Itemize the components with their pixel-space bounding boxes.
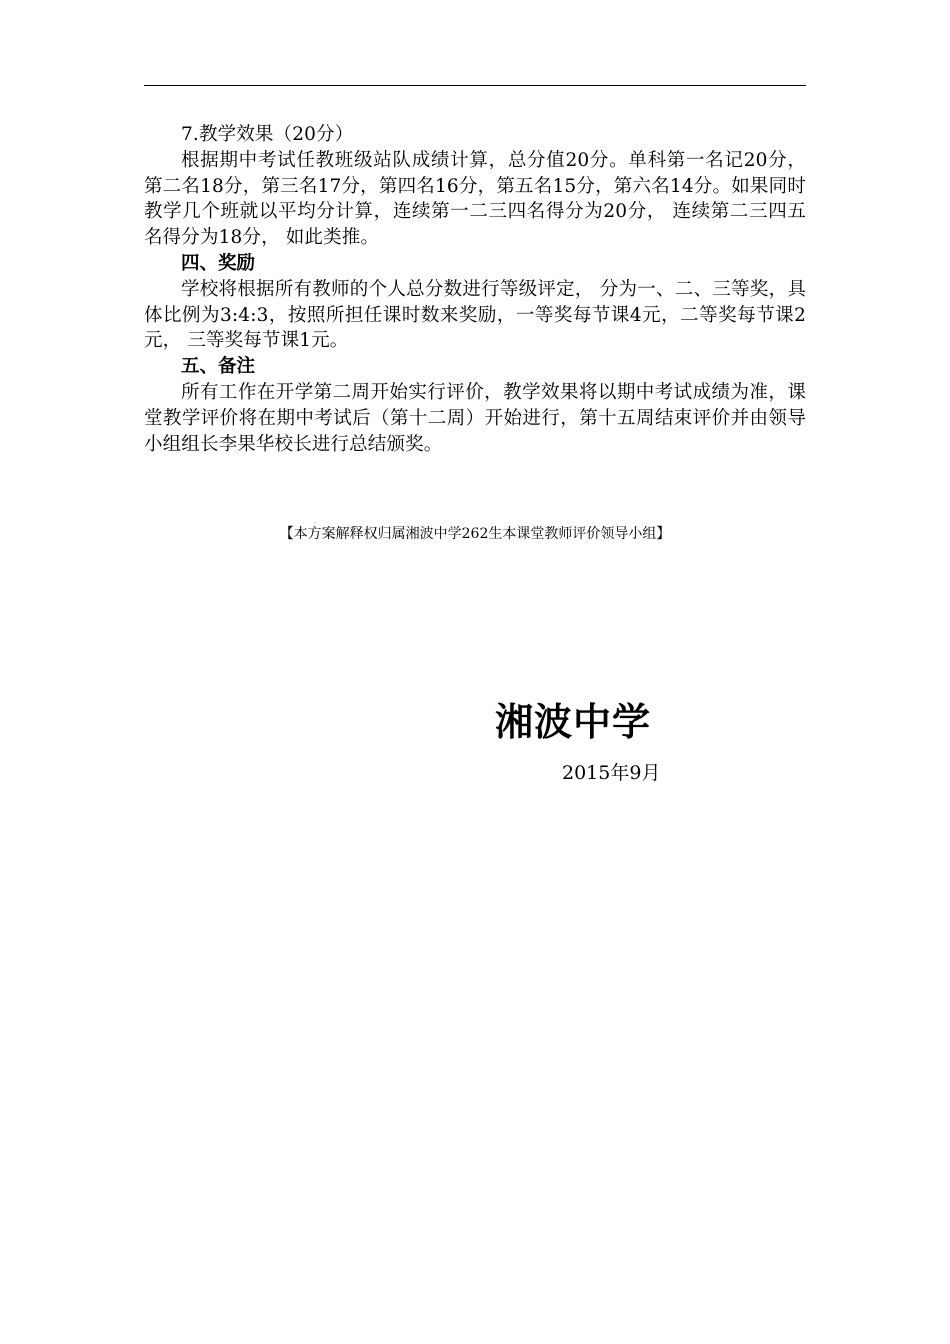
section-4-heading: 四、奖励: [181, 252, 256, 274]
section-4-body: 学校将根据所有教师的个人总分数进行等级评定， 分为一、二、三等奖，具体比例为3:4:3，按照所担任课时数来奖励，一等奖每节课4元，二等奖每节课2元， 三等奖每节课1元。: [144, 278, 806, 352]
interpretation-note: 【本方案解释权归属湘波中学262生本课堂教师评价领导小组】: [279, 526, 671, 542]
section-7-heading: 7.教学效果（20分）: [181, 124, 354, 145]
document-body: [144, 122, 806, 457]
section-5-body: 所有工作在开学第二周开始实行评价，教学效果将以期中考试成绩为准，课堂教学评价将在期中考试后（第十二周）开始进行，第十五周结束评价并由领导小组组长李果华校长进行总结颁奖。: [144, 381, 806, 455]
section-5-heading: 五、备注: [181, 356, 256, 378]
signature-date: 2015年9月: [562, 762, 661, 784]
header-rule: [144, 85, 806, 86]
signature-organization: 湘波中学: [495, 700, 652, 744]
section-7-body: 根据期中考试任教班级站队成绩计算，总分值20分。单科第一名记20分，第二名18分，第三名17分，第四名16分，第五名15分，第六名14分。如果同时教学几个班就以平均分计算，连续第一二三四名得分为20分， 连续第二三四五名得分为18分， 如此类推。: [144, 149, 806, 249]
